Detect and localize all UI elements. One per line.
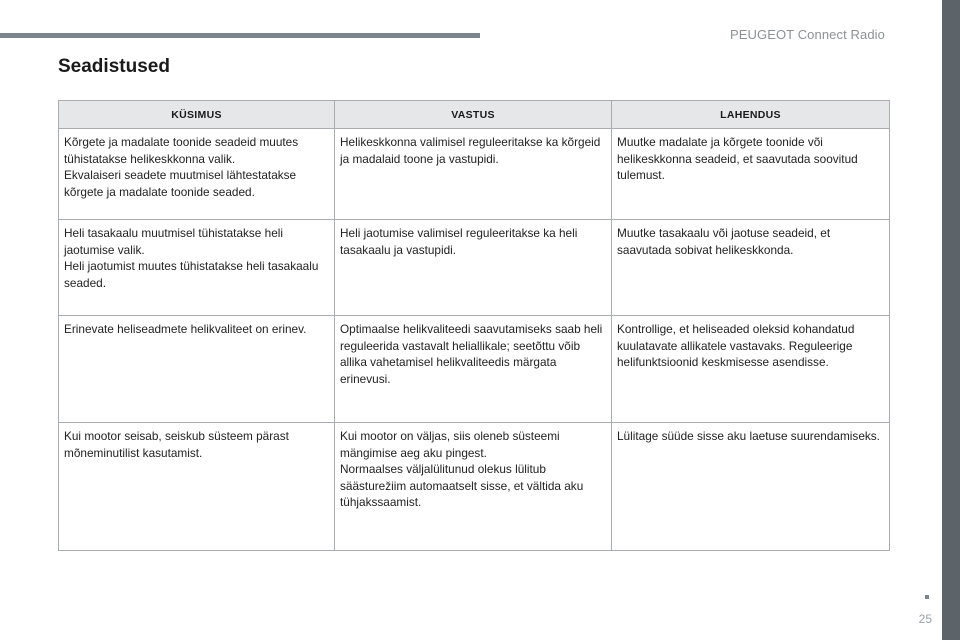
solution-cell (612, 220, 890, 316)
page-marker (925, 595, 929, 599)
answer-text: Heli jaotumise valimisel reguleeritakse ka heli tasakaalu ja vastupidi. (340, 226, 578, 257)
side-strip (942, 0, 960, 640)
page-title: Seadistused (58, 56, 170, 77)
table-row (59, 316, 890, 423)
question-text: Kui mootor seisab, seiskub süsteem pärast mõneminutilist kasutamist. (64, 429, 289, 460)
question-cell (59, 423, 335, 551)
question-text: Erinevate heliseadmete helikvaliteet on erinev. (64, 322, 307, 336)
solution-cell (612, 423, 890, 551)
answer-cell (335, 316, 612, 423)
question-cell (59, 129, 335, 220)
page-number: 25 (918, 612, 932, 626)
solution-text: Muutke tasakaalu või jaotuse seadeid, et saavutada sobivat helikeskkonda. (617, 226, 831, 257)
table-row (59, 220, 890, 316)
answer-text: Helikeskkonna valimisel reguleeritakse ka kõrgeid ja madalaid toone ja vastupidi. (340, 135, 601, 166)
answer-text: Kui mootor on väljas, siis oleneb süsteemi mängimise aeg aku pingest. Normaalses väljalülitunud olekus lülitub säästurežiim automaatselt sisse, et vältida aku tühjakssaamist. (340, 429, 584, 509)
column-header-solution: LAHENDUS (612, 101, 890, 129)
answer-cell (335, 129, 612, 220)
answer-text: Optimaalse helikvaliteedi saavutamiseks saab heli reguleerida vastavalt heliallikale; seetõttu võib allika vahetamisel helikvaliteedis märgata erinevusi. (340, 322, 603, 386)
solution-cell (612, 129, 890, 220)
troubleshooting-table (58, 100, 890, 551)
table-header-row (59, 101, 890, 129)
solution-text: Muutke madalate ja kõrgete toonide või helikeskkonna seadeid, et saavutada soovitud tulemust. (617, 135, 858, 182)
answer-cell (335, 423, 612, 551)
column-header-question: KÜSIMUS (59, 101, 335, 129)
table-row (59, 423, 890, 551)
question-text: Heli tasakaalu muutmisel tühistatakse heli jaotumise valik. Heli jaotumist muutes tühistatakse heli tasakaalu seaded. (64, 226, 319, 290)
table-row (59, 129, 890, 220)
question-cell (59, 316, 335, 423)
solution-cell (612, 316, 890, 423)
solution-text: Lülitage süüde sisse aku laetuse suurendamiseks. (617, 429, 880, 443)
answer-cell (335, 220, 612, 316)
column-header-answer: VASTUS (335, 101, 612, 129)
brand-label: PEUGEOT Connect Radio (729, 27, 885, 42)
question-cell (59, 220, 335, 316)
question-text: Kõrgete ja madalate toonide seadeid muutes tühistatakse helikeskkonna valik. Ekvalaiseri seadete muutmisel lähtestatakse kõrgete ja madalate toonide seaded. (64, 135, 299, 199)
header-bar (0, 33, 480, 38)
solution-text: Kontrollige, et heliseaded oleksid kohandatud kuulatavate allikatele vastavaks. Reguleerige helifunktsioonid keskmisesse asendisse. (617, 322, 855, 369)
